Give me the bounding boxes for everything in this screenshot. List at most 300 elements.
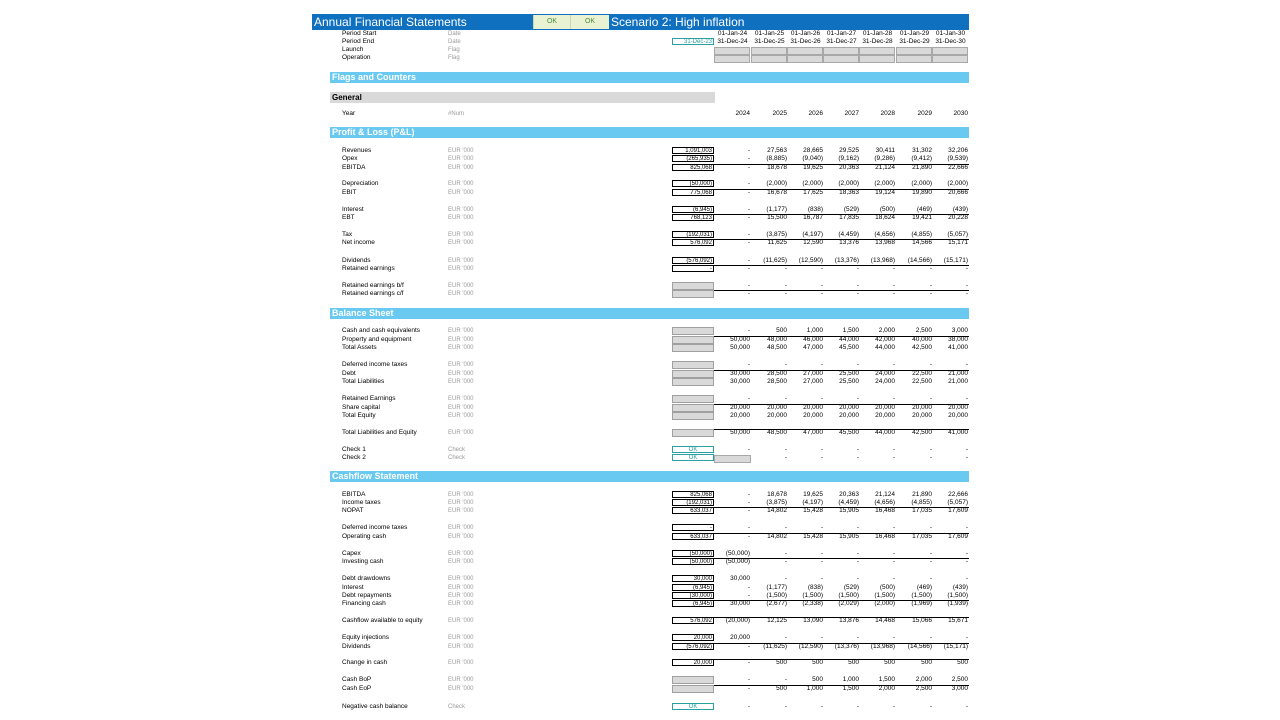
row-cell-cash-bop[interactable]: 1,000 — [842, 676, 859, 683]
row-cell-revenues[interactable]: 29,525 — [839, 147, 859, 154]
row-total-ebitda[interactable]: 825,068 — [672, 491, 714, 498]
row-cell-ebitda[interactable]: 20,363 — [839, 164, 859, 171]
ok-indicator-2[interactable]: OK — [570, 15, 609, 29]
row-cell-retained-earnings[interactable]: - — [965, 265, 968, 272]
row-cell-depreciation[interactable]: (2,000) — [874, 180, 895, 187]
row-cell-depreciation[interactable]: (2,000) — [838, 180, 859, 187]
row-cell-financing-cash[interactable]: (2,029) — [838, 600, 859, 607]
row-cell-cash-bop[interactable]: 1,500 — [878, 676, 895, 683]
row-cell-capex[interactable]: - — [820, 550, 823, 557]
row-cell-ebitda[interactable]: 21,890 — [912, 164, 932, 171]
row-cell-change-in-cash[interactable]: 500 — [921, 659, 932, 666]
row-cell-debt-repayments[interactable]: - — [747, 592, 750, 599]
row-total-total-liabilities[interactable] — [672, 378, 714, 386]
row-cell-property-and-equipment[interactable]: 38,000 — [948, 336, 968, 343]
row-cell-total-liabilities-and-equity[interactable]: 41,000 — [948, 429, 968, 436]
row-cell-opex[interactable]: (8,885) — [766, 155, 787, 162]
row-cell-ebt[interactable]: 17,835 — [839, 214, 859, 221]
row-cell-income-taxes[interactable]: - — [747, 499, 750, 506]
row-cell-nopat[interactable]: 15,428 — [803, 507, 823, 514]
row-cell-investing-cash[interactable]: - — [965, 558, 968, 565]
operation-flag-cell[interactable] — [932, 55, 968, 63]
row-cell-interest[interactable]: - — [747, 584, 750, 591]
row-cell-cash-eop[interactable]: 2,000 — [878, 685, 895, 692]
row-cell-revenues[interactable]: 30,411 — [875, 147, 895, 154]
row-cell-debt[interactable]: 30,000 — [730, 370, 750, 377]
row-cell-operating-cash[interactable]: 17,609 — [948, 533, 968, 540]
row-cell-debt-repayments[interactable]: (1,500) — [874, 592, 895, 599]
row-cell-total-liabilities[interactable]: 27,000 — [803, 378, 823, 385]
row-cell-share-capital[interactable]: 20,000 — [948, 404, 968, 411]
row-total-change-in-cash[interactable]: 20,000 — [672, 659, 714, 666]
row-cell-retained-earnings[interactable]: - — [892, 265, 895, 272]
row-cell-retained-earnings-b-f[interactable]: - — [856, 282, 859, 289]
row-cell-tax[interactable]: (4,656) — [874, 231, 895, 238]
row-cell-dividends[interactable]: - — [747, 257, 750, 264]
row-cell-retained-earnings[interactable]: - — [965, 395, 968, 402]
row-cell-deferred-income-taxes[interactable]: - — [820, 361, 823, 368]
row-cell-negative-cash-balance[interactable]: - — [965, 703, 968, 710]
row-cell-retained-earnings[interactable]: - — [784, 395, 787, 402]
row-cell-dividends[interactable]: (15,171) — [943, 643, 968, 650]
row-total-retained-earnings[interactable]: - — [672, 265, 714, 272]
row-cell-opex[interactable]: (9,286) — [874, 155, 895, 162]
row-cell-dividends[interactable]: (14,566) — [907, 643, 932, 650]
row-total-ebt[interactable]: 768,123 — [672, 214, 714, 221]
row-cell-ebitda[interactable]: 22,666 — [948, 164, 968, 171]
launch-flag-cell[interactable] — [823, 47, 859, 55]
row-cell-debt-drawdowns[interactable]: - — [965, 575, 968, 582]
row-cell-net-income[interactable]: 13,968 — [875, 239, 895, 246]
row-cell-check-2[interactable]: - — [892, 454, 895, 461]
row-total-debt-repayments[interactable]: (30,000) — [672, 592, 714, 599]
row-cell-equity-injections[interactable]: - — [820, 634, 823, 641]
row-cell-total-liabilities[interactable]: 21,000 — [948, 378, 968, 385]
row-cell-deferred-income-taxes[interactable]: - — [965, 361, 968, 368]
row-total-tax[interactable]: (192,031) — [672, 231, 714, 238]
row-total-cash-eop[interactable] — [672, 685, 714, 693]
row-cell-retained-earnings[interactable]: - — [820, 395, 823, 402]
row-cell-depreciation[interactable]: (2,000) — [911, 180, 932, 187]
row-cell-opex[interactable]: (9,162) — [838, 155, 859, 162]
row-cell-cash-and-cash-equivalents[interactable]: 2,500 — [915, 327, 932, 334]
row-cell-property-and-equipment[interactable]: 42,000 — [875, 336, 895, 343]
row-cell-total-equity[interactable]: 20,000 — [730, 412, 750, 419]
row-cell-total-assets[interactable]: 50,000 — [730, 344, 750, 351]
row-cell-deferred-income-taxes[interactable]: - — [856, 524, 859, 531]
row-cell-retained-earnings-c-f[interactable]: - — [892, 290, 895, 297]
row-cell-share-capital[interactable]: 20,000 — [839, 404, 859, 411]
row-total-equity-injections[interactable]: 20,000 — [672, 634, 714, 641]
row-cell-total-liabilities[interactable]: 24,000 — [875, 378, 895, 385]
row-cell-dividends[interactable]: (11,625) — [763, 643, 787, 650]
row-cell-total-equity[interactable]: 20,000 — [875, 412, 895, 419]
row-total-retained-earnings-b-f[interactable] — [672, 282, 714, 290]
row-total-capex[interactable]: (50,000) — [672, 550, 714, 557]
row-cell-cash-bop[interactable]: - — [784, 676, 787, 683]
row-total-net-income[interactable]: 576,092 — [672, 239, 714, 246]
row-cell-check-1[interactable]: - — [856, 446, 859, 453]
row-cell-dividends[interactable]: (15,171) — [943, 257, 968, 264]
row-cell-depreciation[interactable]: (2,000) — [802, 180, 823, 187]
row-total-debt-drawdowns[interactable]: 30,000 — [672, 575, 714, 582]
row-cell-total-liabilities-and-equity[interactable]: 42,500 — [912, 429, 932, 436]
row-cell-depreciation[interactable]: (2,000) — [766, 180, 787, 187]
row-cell-total-liabilities-and-equity[interactable]: 47,000 — [803, 429, 823, 436]
row-cell-ebit[interactable]: 19,890 — [912, 189, 932, 196]
row-cell-retained-earnings-b-f[interactable]: - — [892, 282, 895, 289]
row-total-interest[interactable]: (6,945) — [672, 206, 714, 213]
row-cell-deferred-income-taxes[interactable]: - — [747, 361, 750, 368]
row-cell-cash-bop[interactable]: 2,000 — [915, 676, 932, 683]
row-total-income-taxes[interactable]: (192,031) — [672, 499, 714, 506]
row-cell-depreciation[interactable]: - — [747, 180, 750, 187]
row-cell-property-and-equipment[interactable]: 48,000 — [767, 336, 787, 343]
row-cell-tax[interactable]: (3,875) — [766, 231, 787, 238]
row-cell-investing-cash[interactable]: - — [820, 558, 823, 565]
row-cell-operating-cash[interactable]: 15,905 — [839, 533, 859, 540]
row-cell-deferred-income-taxes[interactable]: - — [929, 524, 932, 531]
row-cell-ebitda[interactable]: 22,666 — [948, 491, 968, 498]
row-cell-interest[interactable]: (469) — [916, 206, 932, 213]
row-cell-share-capital[interactable]: 20,000 — [767, 404, 787, 411]
row-cell-deferred-income-taxes[interactable]: - — [892, 524, 895, 531]
row-cell-depreciation[interactable]: (2,000) — [947, 180, 968, 187]
row-cell-income-taxes[interactable]: (4,459) — [838, 499, 859, 506]
row-cell-share-capital[interactable]: 20,000 — [875, 404, 895, 411]
row-cell-nopat[interactable]: 17,035 — [912, 507, 932, 514]
row-cell-check-2[interactable]: - — [820, 454, 823, 461]
row-cell-retained-earnings[interactable]: - — [856, 395, 859, 402]
row-cell-opex[interactable]: (9,539) — [947, 155, 968, 162]
row-cell-negative-cash-balance[interactable]: - — [892, 703, 895, 710]
row-cell-debt-repayments[interactable]: (1,500) — [911, 592, 932, 599]
row-cell-operating-cash[interactable]: 17,035 — [912, 533, 932, 540]
row-cell-financing-cash[interactable]: (2,000) — [874, 600, 895, 607]
row-cell-capex[interactable]: (50,000) — [725, 550, 750, 557]
row-cell-debt-drawdowns[interactable]: - — [820, 575, 823, 582]
row-total-depreciation[interactable]: (50,000) — [672, 180, 714, 187]
row-cell-retained-earnings-b-f[interactable]: - — [784, 282, 787, 289]
row-total-share-capital[interactable] — [672, 404, 714, 412]
row-cell-cash-and-cash-equivalents[interactable]: 2,000 — [878, 327, 895, 334]
row-cell-capex[interactable]: - — [784, 550, 787, 557]
row-cell-total-equity[interactable]: 20,000 — [767, 412, 787, 419]
row-check-check-1[interactable]: OK — [672, 446, 714, 453]
operation-flag-cell[interactable] — [714, 55, 750, 63]
row-cell-check-1[interactable]: - — [784, 446, 787, 453]
row-cell-debt[interactable]: 27,000 — [803, 370, 823, 377]
row-cell-interest[interactable]: (1,177) — [766, 584, 787, 591]
row-cell-interest[interactable]: - — [747, 206, 750, 213]
base-end-date[interactable]: 31-Dec-23 — [672, 38, 714, 45]
row-cell-interest[interactable]: (500) — [879, 206, 895, 213]
row-cell-cashflow-available-to-equity[interactable]: 15,066 — [912, 617, 932, 624]
row-cell-cash-eop[interactable]: - — [747, 685, 750, 692]
row-cell-tax[interactable]: - — [747, 231, 750, 238]
row-cell-retained-earnings[interactable]: - — [856, 265, 859, 272]
launch-flag-cell[interactable] — [896, 47, 932, 55]
row-cell-total-liabilities[interactable]: 28,500 — [767, 378, 787, 385]
row-cell-total-assets[interactable]: 41,000 — [948, 344, 968, 351]
operation-flag-cell[interactable] — [859, 55, 895, 63]
row-check-negative-cash-balance[interactable]: OK — [672, 703, 714, 710]
row-cell-cash-eop[interactable]: 500 — [776, 685, 787, 692]
row-cell-investing-cash[interactable]: (50,000) — [725, 558, 750, 565]
row-cell-income-taxes[interactable]: (4,656) — [874, 499, 895, 506]
row-cell-revenues[interactable]: 31,302 — [912, 147, 932, 154]
row-cell-cash-eop[interactable]: 2,500 — [915, 685, 932, 692]
row-cell-ebitda[interactable]: 21,124 — [875, 491, 895, 498]
row-cell-change-in-cash[interactable]: 500 — [812, 659, 823, 666]
row-cell-check-1[interactable]: - — [929, 446, 932, 453]
row-total-dividends[interactable]: (576,092) — [672, 643, 714, 650]
launch-flag-cell[interactable] — [932, 47, 968, 55]
row-cell-change-in-cash[interactable]: 500 — [957, 659, 968, 666]
row-cell-tax[interactable]: (4,459) — [838, 231, 859, 238]
row-total-investing-cash[interactable]: (50,000) — [672, 558, 714, 565]
row-cell-nopat[interactable]: 15,905 — [839, 507, 859, 514]
row-cell-retained-earnings-c-f[interactable]: - — [965, 290, 968, 297]
row-cell-capex[interactable]: - — [856, 550, 859, 557]
row-total-nopat[interactable]: 633,037 — [672, 507, 714, 514]
row-total-ebitda[interactable]: 825,068 — [672, 164, 714, 171]
row-cell-retained-earnings-c-f[interactable]: - — [747, 290, 750, 297]
row-cell-investing-cash[interactable]: - — [929, 558, 932, 565]
row-cell-cash-and-cash-equivalents[interactable]: 1,500 — [842, 327, 859, 334]
row-cell-cashflow-available-to-equity[interactable]: 14,468 — [875, 617, 895, 624]
row-cell-deferred-income-taxes[interactable]: - — [929, 361, 932, 368]
row-cell-financing-cash[interactable]: (2,677) — [766, 600, 787, 607]
row-total-operating-cash[interactable]: 633,037 — [672, 533, 714, 540]
row-cell-retained-earnings-b-f[interactable]: - — [747, 282, 750, 289]
row-cell-total-assets[interactable]: 48,500 — [767, 344, 787, 351]
row-cell-opex[interactable]: (9,040) — [802, 155, 823, 162]
row-cell-net-income[interactable]: 11,625 — [767, 239, 787, 246]
row-cell-financing-cash[interactable]: (1,969) — [911, 600, 932, 607]
row-cell-dividends[interactable]: (12,590) — [798, 257, 823, 264]
operation-flag-cell[interactable] — [787, 55, 823, 63]
row-cell-total-assets[interactable]: 45,500 — [839, 344, 859, 351]
row-cell-equity-injections[interactable]: - — [784, 634, 787, 641]
row-cell-share-capital[interactable]: 20,000 — [730, 404, 750, 411]
row-cell-revenues[interactable]: - — [747, 147, 750, 154]
row-cell-financing-cash[interactable]: (1,939) — [947, 600, 968, 607]
row-cell-retained-earnings[interactable]: - — [892, 395, 895, 402]
row-cell-total-liabilities-and-equity[interactable]: 44,000 — [875, 429, 895, 436]
row-cell-tax[interactable]: (4,197) — [802, 231, 823, 238]
operation-flag-cell[interactable] — [896, 55, 932, 63]
operation-flag-cell[interactable] — [823, 55, 859, 63]
row-total-cashflow-available-to-equity[interactable]: 576,092 — [672, 617, 714, 624]
row-cell-ebt[interactable]: 15,500 — [767, 214, 787, 221]
row-cell-dividends[interactable]: - — [747, 643, 750, 650]
row-cell-change-in-cash[interactable]: - — [747, 659, 750, 666]
row-cell-cash-and-cash-equivalents[interactable]: - — [747, 327, 750, 334]
row-cell-net-income[interactable]: 14,566 — [912, 239, 932, 246]
row-cell-equity-injections[interactable]: - — [892, 634, 895, 641]
row-cell-total-liabilities-and-equity[interactable]: 50,000 — [730, 429, 750, 436]
row-cell-ebit[interactable]: 20,666 — [948, 189, 968, 196]
row-cell-share-capital[interactable]: 20,000 — [912, 404, 932, 411]
launch-flag-cell[interactable] — [714, 47, 750, 55]
row-cell-total-liabilities[interactable]: 25,500 — [839, 378, 859, 385]
row-total-cash-bop[interactable] — [672, 676, 714, 684]
row-total-deferred-income-taxes[interactable]: - — [672, 524, 714, 531]
row-cell-investing-cash[interactable]: - — [892, 558, 895, 565]
row-cell-check-1[interactable]: - — [965, 446, 968, 453]
row-cell-capex[interactable]: - — [965, 550, 968, 557]
row-cell-change-in-cash[interactable]: 500 — [776, 659, 787, 666]
row-cell-operating-cash[interactable]: 15,428 — [803, 533, 823, 540]
row-cell-ebitda[interactable]: 18,678 — [767, 491, 787, 498]
row-cell-revenues[interactable]: 27,563 — [767, 147, 787, 154]
row-cell-interest[interactable]: (529) — [843, 206, 859, 213]
row-cell-ebt[interactable]: 20,228 — [948, 214, 968, 221]
row-cell-retained-earnings-c-f[interactable]: - — [784, 290, 787, 297]
row-cell-negative-cash-balance[interactable]: - — [784, 703, 787, 710]
row-cell-debt-repayments[interactable]: (1,500) — [947, 592, 968, 599]
row-cell-check-1[interactable]: - — [892, 446, 895, 453]
operation-flag-cell[interactable] — [751, 55, 787, 63]
row-cell-total-assets[interactable]: 47,000 — [803, 344, 823, 351]
row-cell-tax[interactable]: (4,855) — [911, 231, 932, 238]
row-cell-dividends[interactable]: (13,376) — [834, 643, 859, 650]
row-cell-total-liabilities-and-equity[interactable]: 45,500 — [839, 429, 859, 436]
row-cell-equity-injections[interactable]: - — [856, 634, 859, 641]
row-cell-check-2[interactable]: - — [929, 454, 932, 461]
row-cell-ebitda[interactable]: 19,625 — [803, 491, 823, 498]
row-cell-interest[interactable]: (439) — [952, 584, 968, 591]
row-total-revenues[interactable]: 1,091,003 — [672, 147, 714, 154]
row-cell-negative-cash-balance[interactable]: - — [820, 703, 823, 710]
row-cell-total-liabilities[interactable]: 30,000 — [730, 378, 750, 385]
row-cell-income-taxes[interactable]: (4,197) — [802, 499, 823, 506]
row-cell-ebitda[interactable]: 20,363 — [839, 491, 859, 498]
row-cell-cashflow-available-to-equity[interactable]: 13,090 — [803, 617, 823, 624]
row-cell-total-equity[interactable]: 20,000 — [912, 412, 932, 419]
row-cell-debt-drawdowns[interactable]: 30,000 — [730, 575, 750, 582]
row-cell-ebit[interactable]: 16,678 — [767, 189, 787, 196]
row-cell-equity-injections[interactable]: 20,000 — [730, 634, 750, 641]
row-cell-share-capital[interactable]: 20,000 — [803, 404, 823, 411]
row-cell-income-taxes[interactable]: (3,875) — [766, 499, 787, 506]
row-cell-interest[interactable]: (439) — [952, 206, 968, 213]
row-cell-revenues[interactable]: 32,206 — [948, 147, 968, 154]
launch-flag-cell[interactable] — [751, 47, 787, 55]
row-cell-debt-repayments[interactable]: (1,500) — [838, 592, 859, 599]
row-cell-property-and-equipment[interactable]: 50,000 — [730, 336, 750, 343]
row-cell-cash-bop[interactable]: - — [747, 676, 750, 683]
row-cell-cash-bop[interactable]: 500 — [812, 676, 823, 683]
row-cell-cash-and-cash-equivalents[interactable]: 1,000 — [806, 327, 823, 334]
row-cell-debt-drawdowns[interactable]: - — [929, 575, 932, 582]
row-cell-deferred-income-taxes[interactable]: - — [747, 524, 750, 531]
row-cell-negative-cash-balance[interactable]: - — [856, 703, 859, 710]
row-cell-ebit[interactable]: - — [747, 189, 750, 196]
row-cell-capex[interactable]: - — [892, 550, 895, 557]
row-cell-deferred-income-taxes[interactable]: - — [820, 524, 823, 531]
row-cell-ebit[interactable]: 18,363 — [839, 189, 859, 196]
row-total-total-assets[interactable] — [672, 344, 714, 352]
row-cell-deferred-income-taxes[interactable]: - — [892, 361, 895, 368]
row-cell-change-in-cash[interactable]: 500 — [848, 659, 859, 666]
ok-indicator-1[interactable]: OK — [533, 15, 570, 29]
row-cell-ebitda[interactable]: 21,124 — [875, 164, 895, 171]
row-cell-deferred-income-taxes[interactable]: - — [784, 361, 787, 368]
row-cell-operating-cash[interactable]: 16,468 — [875, 533, 895, 540]
row-cell-cash-and-cash-equivalents[interactable]: 500 — [776, 327, 787, 334]
row-cell-capex[interactable]: - — [929, 550, 932, 557]
row-cell-interest[interactable]: (1,177) — [766, 206, 787, 213]
row-cell-retained-earnings-c-f[interactable]: - — [929, 290, 932, 297]
row-cell-financing-cash[interactable]: (2,338) — [802, 600, 823, 607]
row-total-total-equity[interactable] — [672, 412, 714, 420]
row-cell-ebitda[interactable]: 19,625 — [803, 164, 823, 171]
row-cell-cashflow-available-to-equity[interactable]: (20,000) — [725, 617, 750, 624]
row-cell-income-taxes[interactable]: (5,057) — [947, 499, 968, 506]
row-cell-debt-drawdowns[interactable]: - — [784, 575, 787, 582]
row-cell-debt[interactable]: 24,000 — [875, 370, 895, 377]
row-cell-total-equity[interactable]: 20,000 — [803, 412, 823, 419]
row-cell-total-liabilities-and-equity[interactable]: 48,500 — [767, 429, 787, 436]
row-cell-ebit[interactable]: 17,625 — [803, 189, 823, 196]
row-cell-retained-earnings-b-f[interactable]: - — [929, 282, 932, 289]
row-cell-retained-earnings[interactable]: - — [929, 265, 932, 272]
row-cell-debt-repayments[interactable]: (1,500) — [802, 592, 823, 599]
row-cell-retained-earnings[interactable]: - — [747, 395, 750, 402]
row-total-retained-earnings-c-f[interactable] — [672, 290, 714, 298]
row-cell-net-income[interactable]: 15,171 — [948, 239, 968, 246]
row-cell-operating-cash[interactable]: - — [747, 533, 750, 540]
row-cell-check-1[interactable]: - — [747, 446, 750, 453]
row-cell-tax[interactable]: (5,057) — [947, 231, 968, 238]
row-cell-nopat[interactable]: 14,802 — [767, 507, 787, 514]
row-cell-cashflow-available-to-equity[interactable]: 13,876 — [839, 617, 859, 624]
row-cell-retained-earnings-c-f[interactable]: - — [820, 290, 823, 297]
row-cell-negative-cash-balance[interactable]: - — [929, 703, 932, 710]
row-cell-check-2[interactable]: - — [784, 454, 787, 461]
row-cell-investing-cash[interactable]: - — [856, 558, 859, 565]
row-cell-interest[interactable]: (838) — [807, 206, 823, 213]
row-total-total-liabilities-and-equity[interactable] — [672, 429, 714, 437]
row-cell-ebt[interactable]: 16,787 — [803, 214, 823, 221]
row-cell-retained-earnings[interactable]: - — [747, 265, 750, 272]
row-cell-ebit[interactable]: 19,124 — [875, 189, 895, 196]
row-cell-check-1[interactable]: - — [820, 446, 823, 453]
row-cell-investing-cash[interactable]: - — [784, 558, 787, 565]
row-cell-property-and-equipment[interactable]: 46,000 — [803, 336, 823, 343]
row-cell-cash-eop[interactable]: 3,000 — [951, 685, 968, 692]
row-cell-change-in-cash[interactable]: 500 — [884, 659, 895, 666]
row-cell-debt[interactable]: 21,000 — [948, 370, 968, 377]
row-cell-check-2[interactable]: - — [856, 454, 859, 461]
row-total-financing-cash[interactable]: (6,945) — [672, 600, 714, 607]
row-cell-ebitda[interactable]: 18,678 — [767, 164, 787, 171]
row-cell-equity-injections[interactable]: - — [929, 634, 932, 641]
row-cell-ebitda[interactable]: - — [747, 164, 750, 171]
row-check-check-2[interactable]: OK — [672, 454, 714, 461]
row-cell-cash-eop[interactable]: 1,500 — [842, 685, 859, 692]
row-cell-check-2[interactable]: - — [965, 454, 968, 461]
row-cell-retained-earnings-c-f[interactable]: - — [856, 290, 859, 297]
row-cell-property-and-equipment[interactable]: 40,000 — [912, 336, 932, 343]
row-cell-opex[interactable]: - — [747, 155, 750, 162]
row-cell-nopat[interactable]: - — [747, 507, 750, 514]
row-cell-cashflow-available-to-equity[interactable]: 12,125 — [767, 617, 787, 624]
row-cell-dividends[interactable]: (13,376) — [834, 257, 859, 264]
row-cell-property-and-equipment[interactable]: 44,000 — [839, 336, 859, 343]
